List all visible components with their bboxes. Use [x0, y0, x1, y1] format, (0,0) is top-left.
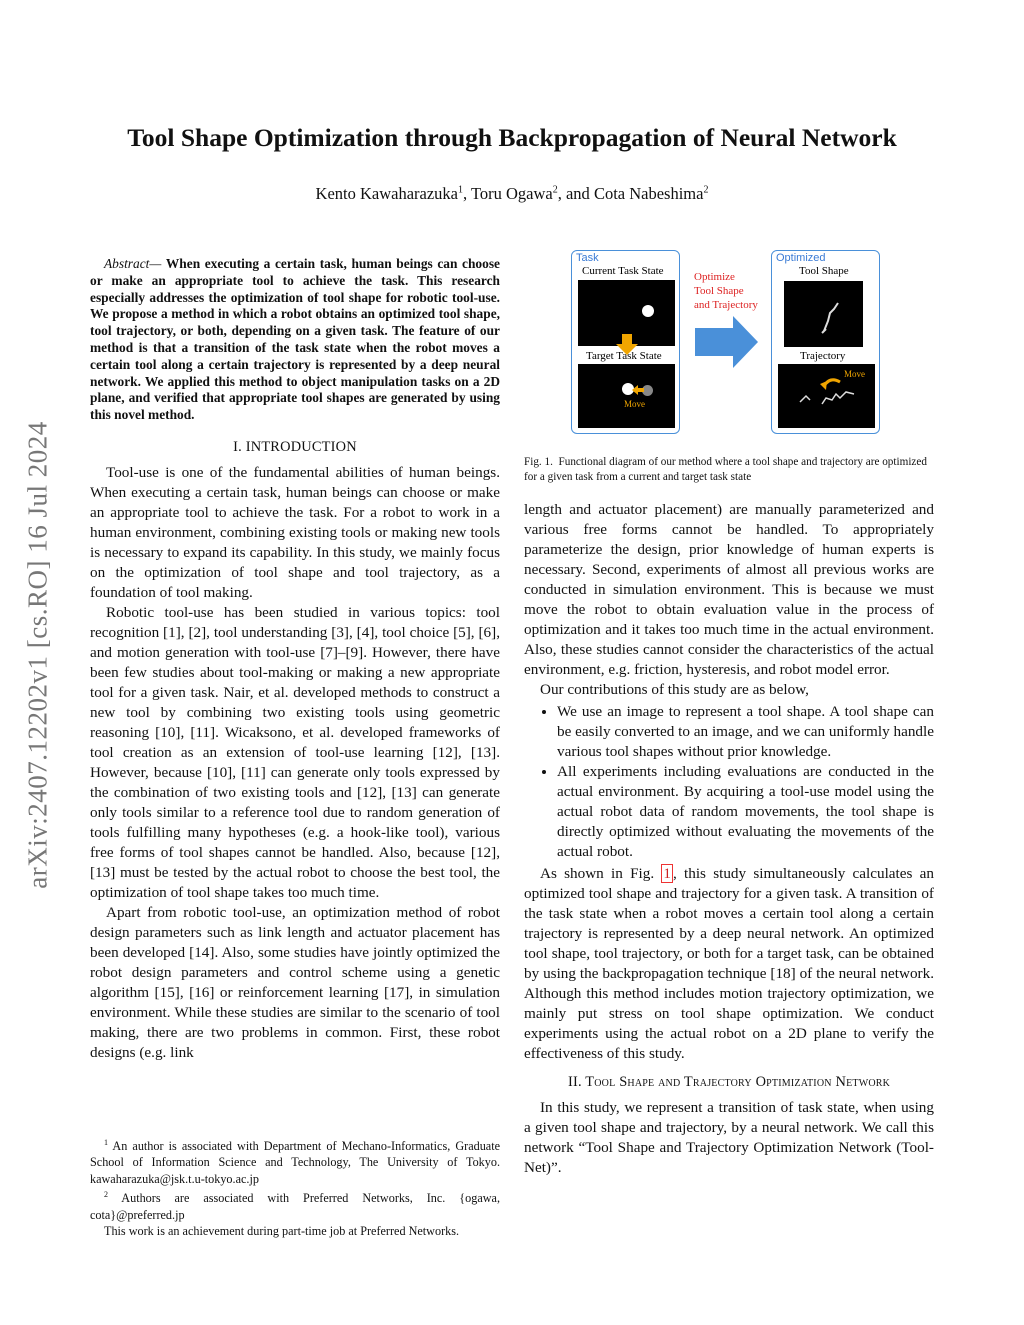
paragraph: Robotic tool-use has been studied in various topics: tool recognition [1], [2], tool understanding [3], [4], tool choice [5], [6], and motion generation with tool-use [7]–[9]. However, there have been few studies about tool-making or making a new appropriate tool for a given task. Nair, et al. developed methods to construct a new tool by combining two existing tools using geometric reasoning [10], [11]. Wicaksono, et al. developed frameworks of tool creation as an extension of tool-use learning [12], [13]. However, because [10], [11] can generate only tools expressed by the combination of two existing tools and [12], [13] can generate only tools similar to a reference tool due to random generation of tools fulfilling many hypotheses (e.g. a hook-like tool), various free forms of tool shapes cannot be handled. Also, because [12], [13] must be tested by the actual robot to choose the best tool, the optimization of tool shape takes too much time.: [90, 603, 500, 901]
move-label: Move: [624, 399, 645, 409]
list-item: • All experiments including evaluations are conducted in the actual environment. By acquiring a tool-use model using the actual robot data of random movements, the tool shape is directly optimized without evaluating the movements of the actual robot.: [557, 762, 934, 862]
figure-1: [571, 250, 889, 436]
current-state-label: Current Task State: [582, 265, 664, 277]
left-arrow-icon: [632, 385, 644, 395]
paragraph: Tool-use is one of the fundamental abilities of human beings. When executing a certain task, human beings can choose or make an appropriate tool to achieve the task. For a robot to work in a human environment, combining existing tools or making new tools is necessary to expand its capability. In this study, we mainly focus on the optimization of tool shape and tool trajectory, as a foundation of tool making.: [90, 463, 500, 601]
arxiv-sidebar: [18, 360, 58, 950]
caption-label: Fig. 1.: [524, 456, 553, 468]
contribution-list: [524, 702, 934, 862]
author-list: Kento Kawaharazuka$^1$, Toru Ogawa$^2$, and Cota Nabeshima$^2$: [315, 184, 709, 203]
panel-tag: Optimized: [776, 252, 826, 264]
abstract: Abstract— When executing a certain task, human beings can choose or make an appropriate tool to achieve the task. This research especially addresses the optimization of tool shape for robotic tool-use. We propose a method in which a robot obtains an optimized tool shape, tool trajectory, or both, depending on a given task. The feature of our method is that a transition of the task state when the robot moves a certain tool along a certain trajectory is represented by a deep neural network. We applied this method to object manipulation tasks on a 2D plane, and verified that appropriate tool shapes are generated by using this novel method.: [90, 256, 500, 423]
caption-text: Functional diagram of our method where a tool shape and trajectory are optimized for a given task from a current and target task state: [524, 456, 927, 483]
paragraph: As shown in Fig. 1 , this study simultaneously calculates an optimized tool shape and trajectory for a given task. A transition of the task state when a robot moves a certain tool along a certain trajectory is represented by a deep neural network. An optimized tool shape, tool trajectory, or both for a target task, can be obtained by using the backpropagation technique [18] of the neural network. Although this method includes motion trajectory optimization, we mainly put stress on tool shape optimization. We conduct experiments using the actual robot on a 2D plane to verify the effectiveness of this study.: [524, 865, 934, 1062]
right-column: [524, 500, 934, 1178]
move-label: Move: [844, 369, 865, 379]
footnote: $^1$ An author is associated with Department of Mechano-Informatics, Graduate School of Information Science and Technology, The University of Tokyo. kawaharazuka@jsk.t.u-tokyo.ac.jp: [90, 1138, 500, 1186]
panel-tag: Task: [576, 252, 599, 264]
paragraph: In this study, we represent a transition of task state, when using a given tool shape and trajectory, by a neural network. We call this network “Tool Shape and Trajectory Optimization Network (Tool-Net)”.: [524, 1099, 934, 1176]
arxiv-id: arXiv:2407.12202v1 [cs.RO] 16 Jul 2024: [22, 421, 53, 889]
paper-title: Tool Shape Optimization through Backpropagation of Neural Network: [127, 123, 897, 152]
paragraph: Apart from robotic tool-use, an optimization method of robot design parameters such as link length and actuator placement has been developed [14]. Also, some studies have jointly optimized the robot design parameters and control scheme using a genetic algorithm [15], [16] or reinforcement learning [17], in simulation environment. While these studies are similar to the scenario of tool making, there are two problems in common. First, these robot designs (e.g. link: [90, 903, 500, 1061]
optimize-label: Optimize Tool Shape and Trajectory: [694, 271, 758, 311]
object-dot: [642, 305, 654, 317]
affiliation-mark: 1: [458, 184, 463, 196]
affiliation-mark: 2: [552, 184, 558, 196]
tool-shape-icon: [784, 281, 863, 347]
target-state-image: [578, 364, 675, 428]
list-item: • We use an image to represent a tool shape. A tool shape can be easily converted to an image, and we can uniformly handle various tool shapes without prior knowledge.: [557, 702, 934, 762]
tool-shape-label: Tool Shape: [799, 265, 849, 277]
affiliation-mark: 2: [703, 184, 709, 196]
footnote: $^2$ Authors are associated with Preferred Networks, Inc. {ogawa, cota}@preferred.jp: [90, 1190, 501, 1222]
paragraph: Our contributions of this study are as below,: [540, 681, 809, 698]
right-arrow-icon: [695, 316, 759, 368]
left-column: [90, 256, 500, 1063]
figure-link[interactable]: 1: [663, 865, 671, 882]
section-heading: II. Tool Shape and Trajectory Optimization Network: [567, 1074, 891, 1090]
trajectory-label: Trajectory: [800, 350, 846, 362]
abstract-text: When executing a certain task, human beings can choose or make an appropriate tool to achieve the task. This research especially addresses the optimization of tool shape for robotic tool-use. We propose a method in which a robot obtains an optimized tool shape, tool trajectory, or both, depending on a given task. The feature of our method is that a transition of the task state when the robot moves a certain tool along a certain trajectory is represented by a deep neural network. We applied this method to object manipulation tasks on a 2D plane, and verified that appropriate tool shapes are generated by using this novel method.: [90, 256, 500, 423]
footnotes: [90, 1135, 500, 1240]
figure-caption: [524, 455, 940, 484]
author-name: Toru Ogawa: [470, 184, 553, 203]
target-state-label: Target Task State: [586, 350, 662, 362]
author-name: Cota Nabeshima: [593, 184, 704, 203]
footnote: This work is an achievement during part-time job at Preferred Networks.: [104, 1224, 460, 1239]
task-panel: [571, 250, 680, 434]
author-name: Kento Kawaharazuka: [315, 184, 458, 203]
optimized-panel: [771, 250, 880, 434]
trajectory-image: [778, 364, 875, 428]
paragraph: length and actuator placement) are manually parameterized and various free forms cannot be handled. To appropriately parameterize the design, prior knowledge of human experts is necessary. Second, experiments of almost all previous works are conducted in simulation environment. This is because we must move the robot to obtain evaluation value in the process of optimization and it takes too much time in the actual environment. Also, these studies cannot consider the characteristics of the actual environment, e.g. friction, hysteresis, and robot model error.: [524, 501, 934, 678]
abstract-lead: Abstract: [104, 256, 150, 271]
tool-shape-image: [784, 281, 863, 347]
section-heading: I. INTRODUCTION: [233, 438, 357, 455]
